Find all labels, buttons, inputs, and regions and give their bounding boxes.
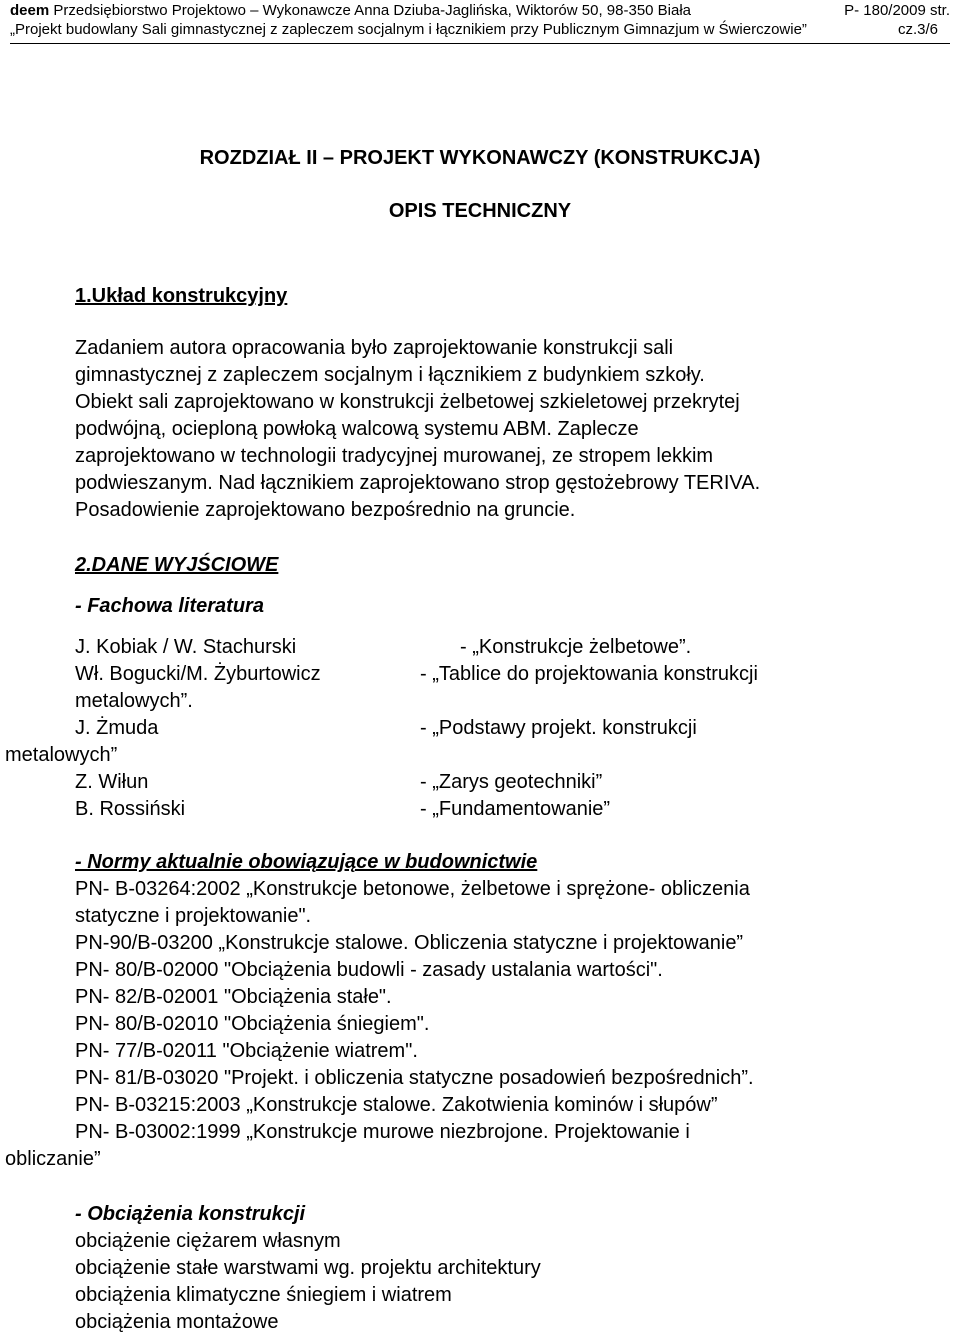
norm-line: PN- 80/B-02010 "Obciążenia śniegiem". — [75, 1013, 430, 1035]
norms-heading: - Normy aktualnie obowiązujące w budownictwie — [75, 851, 538, 873]
norm-line: PN-90/B-03200 „Konstrukcje stalowe. Obliczenia statyczne i projektowanie” — [75, 932, 744, 954]
load-item: obciążenie ciężarem własnym — [75, 1230, 341, 1252]
section1-heading: 1.Układ konstrukcyjny — [75, 285, 288, 307]
literature-title: - „Zarys geotechniki” — [420, 771, 603, 793]
literature-author: Z. Wiłun — [75, 771, 149, 793]
chapter-title: ROZDZIAŁ II – PROJEKT WYKONAWCZY (KONSTRUKCJA) — [199, 147, 761, 169]
paragraph-line: podwieszanym. Nad łącznikiem zaprojektowano strop gęstożebrowy TERIVA. — [75, 472, 761, 494]
literature-title-continued: metalowych” — [5, 744, 118, 766]
norm-line: obliczanie” — [5, 1148, 101, 1170]
project-title: „Projekt budowlany Sali gimnastycznej z zapleczem socjalnym i łącznikiem przy Publicznym Gimnazjum w Świerczowie” — [10, 21, 807, 38]
load-item: obciążenie stałe warstwami wg. projektu architektury — [75, 1257, 541, 1279]
paragraph-line: gimnastycznej z zapleczem socjalnym i łącznikiem z budynkiem szkoły. — [75, 364, 705, 386]
literature-author: J. Żmuda — [75, 717, 159, 739]
literature-title: - „Fundamentowanie” — [420, 798, 611, 820]
document-header-line2 — [10, 21, 950, 44]
part-number: cz.3/6 — [897, 21, 938, 38]
company-name: Przedsiębiorstwo Projektowo – Wykonawcze Anna Dziuba-Jaglińska, Wiktorów 50, 98-350 Biała — [49, 2, 692, 19]
literature-author: B. Rossiński — [75, 798, 186, 820]
section-title: OPIS TECHNICZNY — [388, 200, 572, 222]
section2-heading: 2.DANE WYJŚCIOWE — [75, 554, 279, 576]
norm-line: PN- 77/B-02011 "Obciążenie wiatrem". — [75, 1040, 418, 1062]
literature-title: - „Podstawy projekt. konstrukcji — [420, 717, 697, 739]
paragraph-line: Obiekt sali zaprojektowano w konstrukcji żelbetowej szkieletowej przekrytej — [75, 391, 740, 413]
paragraph-line: Posadowienie zaprojektowano bezpośrednio na gruncie. — [75, 499, 576, 521]
norm-line: PN- B-03264:2002 „Konstrukcje betonowe, żelbetowe i sprężone- obliczenia — [75, 878, 750, 900]
company-logo-text: deem — [10, 2, 50, 19]
literature-author: Wł. Bogucki/M. Żyburtowicz — [75, 663, 321, 685]
norm-line: PN- 80/B-02000 "Obciążenia budowli - zasady ustalania wartości". — [75, 959, 663, 981]
norm-line: statyczne i projektowanie". — [75, 905, 312, 927]
norm-line: PN- B-03215:2003 „Konstrukcje stalowe. Zakotwienia kominów i słupów” — [75, 1094, 718, 1116]
literature-title: - „Tablice do projektowania konstrukcji — [420, 663, 758, 685]
norm-line: PN- 81/B-03020 "Projekt. i obliczenia statyczne posadowień bezpośrednich”. — [75, 1067, 754, 1089]
norm-line: PN- B-03002:1999 „Konstrukcje murowe niezbrojone. Projektowanie i — [75, 1121, 690, 1143]
paragraph-line: Zadaniem autora opracowania było zaprojektowanie konstrukcji sali — [75, 337, 674, 359]
project-reference: P- 180/2009 str. — [844, 2, 950, 19]
document-header-line1 — [10, 2, 950, 20]
load-item: obciążenia klimatyczne śniegiem i wiatrem — [75, 1284, 452, 1306]
literature-heading: - Fachowa literatura — [75, 595, 264, 617]
literature-title: - „Konstrukcje żelbetowe”. — [460, 636, 692, 658]
literature-title-continued: metalowych”. — [75, 690, 193, 712]
load-item: obciążenia montażowe — [75, 1311, 279, 1333]
paragraph-line: podwójną, ocieploną powłoką walcową systemu ABM. Zaplecze — [75, 418, 639, 440]
norm-line: PN- 82/B-02001 "Obciążenia stałe". — [75, 986, 392, 1008]
loads-heading: - Obciążenia konstrukcji — [75, 1203, 306, 1225]
paragraph-line: zaprojektowano w technologii tradycyjnej murowanej, ze stropem lekkim — [75, 445, 714, 467]
literature-author: J. Kobiak / W. Stachurski — [75, 636, 297, 658]
